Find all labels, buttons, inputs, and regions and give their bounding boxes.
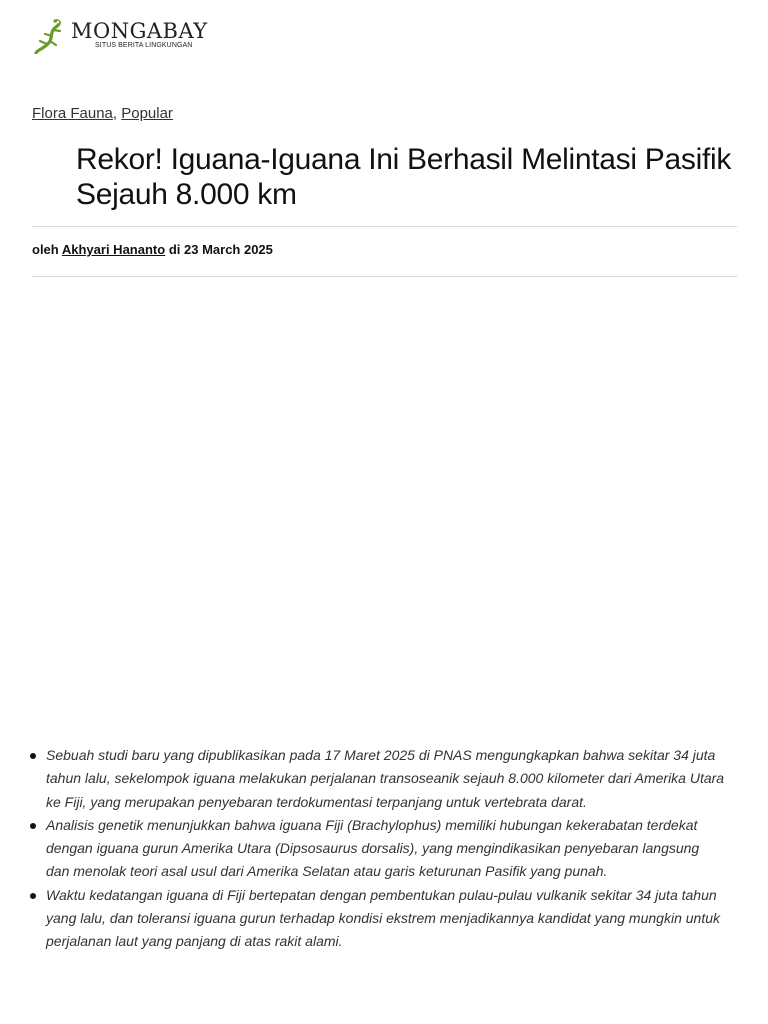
article-highlights bbox=[30, 744, 726, 954]
title-divider bbox=[32, 226, 737, 227]
date-prefix: di bbox=[168, 242, 181, 257]
logo-wordmark: MONGABAY bbox=[71, 19, 208, 43]
highlight-text: Analisis genetik menunjukkan bahwa iguana Fiji (Brachylophus) memiliki hubungan kekerabatan terdekat dengan iguana gurun Amerika Utara (Dipsosaurus dorsalis), yang mengindikasikan penyebaran langsung dan menolak teori asal usul dari Amerika Selatan atau garis keturunan Pasifik yang punah. bbox=[46, 816, 700, 880]
highlight-text: Waktu kedatangan iguana di Fiji bertepatan dengan pembentukan pulau-pulau vulkanik sekitar 34 juta tahun yang lalu, dan toleransi iguana gurun terhadap kondisi ekstrem menjadikannya kandidat yang mungkin untuk perjalanan laut yang panjang di atas rakit alami. bbox=[46, 886, 720, 950]
site-logo[interactable] bbox=[33, 18, 208, 54]
logo-tagline: SITUS BERITA LINGKUNGAN bbox=[95, 42, 193, 49]
gecko-icon bbox=[33, 18, 67, 54]
featured-media-placeholder bbox=[32, 290, 737, 730]
highlight-item bbox=[46, 814, 726, 884]
bullet-icon bbox=[30, 893, 36, 899]
publish-date: 23 March 2025 bbox=[184, 242, 273, 257]
highlight-item bbox=[46, 884, 726, 954]
highlight-item bbox=[46, 744, 726, 814]
category-links bbox=[32, 105, 173, 122]
category-separator: , bbox=[112, 105, 118, 122]
byline-divider bbox=[32, 276, 737, 277]
category-link-flora-fauna[interactable]: Flora Fauna bbox=[32, 105, 113, 122]
bullet-icon bbox=[30, 823, 36, 829]
author-link[interactable]: Akhyari Hananto bbox=[61, 242, 166, 257]
highlight-text: Sebuah studi baru yang dipublikasikan pada 17 Maret 2025 di PNAS mengungkapkan bahwa sekitar 34 juta tahun lalu, sekelompok iguana melakukan perjalanan transoseanik sejauh 8.000 kilometer dari Amerika Utara ke Fiji, yang merupakan penyebaran terdokumentasi terpanjang untuk vertebrata darat. bbox=[46, 747, 725, 810]
byline-prefix: oleh bbox=[32, 242, 59, 257]
bullet-icon bbox=[30, 753, 36, 759]
category-link-popular[interactable]: Popular bbox=[121, 105, 173, 122]
article-title: Rekor! Iguana-Iguana Ini Berhasil Melintasi Pasifik Sejauh 8.000 km bbox=[76, 143, 732, 211]
article-byline bbox=[32, 242, 273, 257]
